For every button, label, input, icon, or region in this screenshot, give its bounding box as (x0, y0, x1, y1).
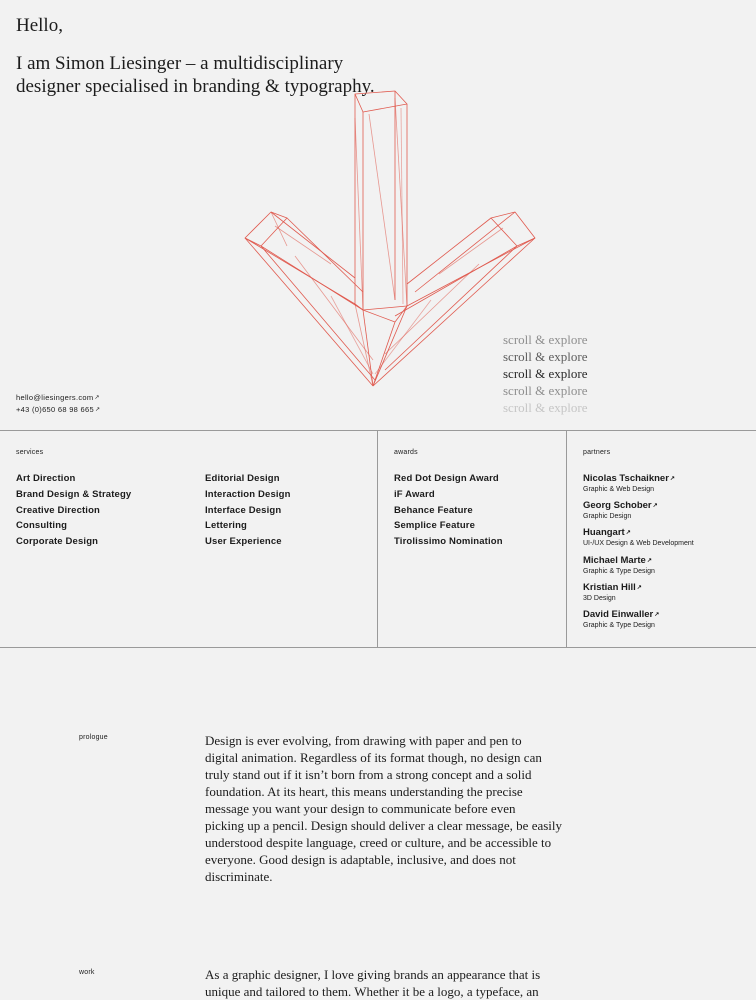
services-label: services (16, 449, 44, 456)
award-item: Red Dot Design Award (394, 473, 499, 484)
column-divider (566, 431, 567, 647)
award-item: iF Award (394, 488, 435, 500)
external-link-icon: ↗ (94, 407, 101, 413)
external-link-icon: ↗ (625, 530, 631, 537)
partner-name: Georg Schober (583, 500, 652, 512)
external-link-icon: ↗ (636, 584, 642, 591)
partner-role: Graphic & Web Design (583, 486, 655, 493)
partners-list (583, 473, 753, 636)
service-item: Interaction Design (205, 488, 291, 500)
intro-line: I am Simon Liesinger – a multidisciplinary (16, 53, 344, 74)
partner-item[interactable] (583, 609, 753, 636)
greeting: Hello, (16, 15, 63, 36)
partner-item[interactable] (583, 527, 753, 554)
service-item: Editorial Design (205, 473, 280, 484)
service-item: User Experience (205, 536, 282, 548)
partner-item[interactable] (583, 473, 753, 500)
column-divider (377, 431, 378, 647)
text-line: Design is ever evolving, from drawing with paper and pen to (205, 733, 522, 748)
phone-link[interactable]: +43 (0)650 68 98 665↗ (16, 405, 101, 414)
partner-name: David Einwaller (583, 608, 654, 620)
scroll-explore[interactable] (503, 331, 587, 416)
services-list (16, 471, 131, 550)
scroll-text: scroll & explore (503, 400, 588, 415)
text-line: As a graphic designer, I love giving brands an appearance that is (205, 967, 541, 982)
info-section (0, 430, 756, 648)
partner-item[interactable] (583, 582, 753, 609)
external-link-icon: ↗ (94, 395, 100, 401)
contact-info (16, 392, 100, 416)
text-line: unique and tailored to them. Whether it be a logo, a typeface, an (205, 984, 539, 999)
prologue-label: prologue (79, 734, 108, 741)
partners-label: partners (583, 449, 611, 456)
service-item: Lettering (205, 520, 247, 532)
external-link-icon: ↗ (654, 611, 660, 618)
scroll-text: scroll & explore (503, 332, 588, 347)
awards-label: awards (394, 449, 418, 456)
external-link-icon: ↗ (669, 476, 675, 482)
partner-role: Graphic & Type Design (583, 567, 655, 575)
work-text (205, 966, 557, 1000)
text-line: truly stand out if it isn’t born from a strong concept and a solid (205, 767, 532, 782)
partner-item[interactable] (583, 555, 753, 582)
scroll-text: scroll & explore (503, 383, 588, 398)
text-line: picking up a pencil. Design should deliver a clear message, be easily (205, 818, 563, 833)
partner-role: Graphic Design (583, 513, 632, 521)
text-line: discriminate. (205, 869, 273, 884)
partner-item[interactable] (583, 500, 753, 527)
partner-role: 3D Design (583, 594, 616, 602)
scroll-text: scroll & explore (503, 349, 588, 364)
service-item: Brand Design & Strategy (16, 488, 132, 500)
partner-name: Nicolas Tschaikner (583, 473, 669, 484)
service-item: Interface Design (205, 504, 282, 516)
service-item: Corporate Design (16, 536, 99, 548)
scroll-text: scroll & explore (503, 366, 588, 381)
intro-line: designer specialised in branding & typography. (16, 76, 375, 97)
awards-list (394, 471, 503, 550)
text-line: understood despite language, creed or culture, and be accessible to (205, 835, 552, 850)
service-item: Consulting (16, 520, 68, 532)
award-item: Tirolissimo Nomination (394, 536, 503, 548)
award-item: Semplice Feature (394, 520, 476, 532)
partner-name: Huangart (583, 527, 625, 539)
email-link[interactable]: hello@liesingers.com↗ (16, 393, 100, 402)
partner-name: Michael Marte (583, 554, 646, 566)
partner-role: Graphic & Type Design (583, 621, 655, 629)
service-item: Art Direction (16, 473, 76, 484)
text-line: digital animation. Regardless of its format though, no design can (205, 750, 542, 765)
prologue-text (205, 732, 563, 885)
text-line: message you want your design to communicate before even (205, 801, 516, 816)
service-item: Creative Direction (16, 504, 101, 516)
partner-role: UI-/UX Design & Web Development (583, 540, 694, 548)
text-line: everyone. Good design is adaptable, inclusive, and does not (205, 852, 516, 867)
work-label: work (79, 969, 95, 976)
external-link-icon: ↗ (652, 503, 658, 510)
award-item: Behance Feature (394, 504, 473, 516)
external-link-icon: ↗ (646, 557, 652, 564)
partner-name: Kristian Hill (583, 581, 636, 593)
text-line: foundation. At its heart, this means understanding the precise (205, 784, 523, 799)
services-list (205, 471, 291, 550)
wireframe-down-arrow-icon (235, 78, 545, 394)
